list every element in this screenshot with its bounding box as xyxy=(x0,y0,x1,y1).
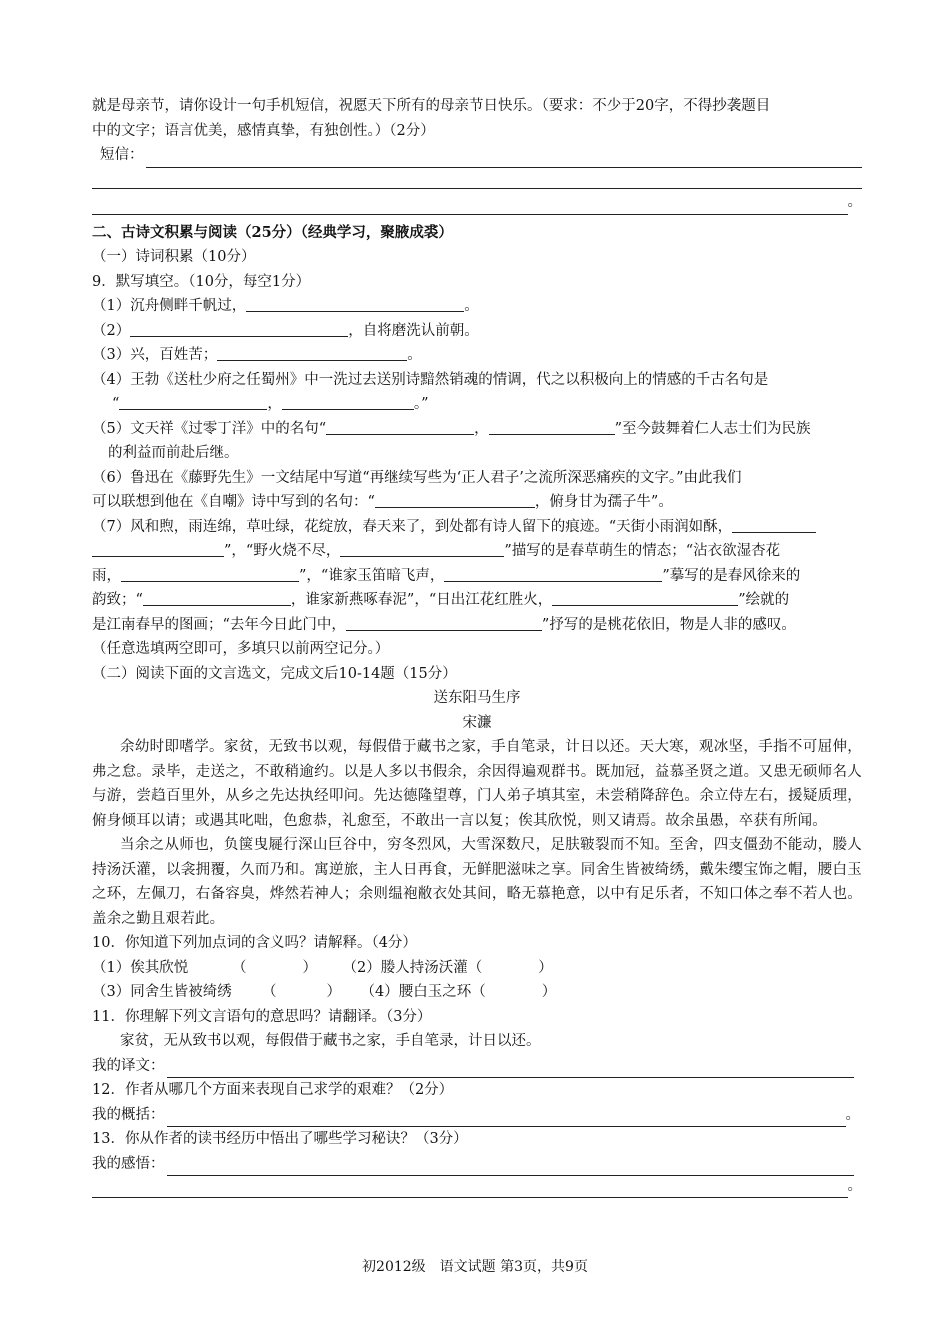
essay-paragraph-1: 余幼时即嗜学。家贫，无致书以观，每假借于藏书之家，手自笔录，计日以还。天大寒，观冰坚，手指不可屈伸，弗之怠。录毕，走送之，不敢稍逾约。以是人多以书假余，余因得遍观群书。既加冠，益慕圣贤之道。又患无硕师名人与游，尝趋百里外，从乡之先达执经叩问。先达德隆望尊，门人弟子填其室，未尝稍降辞色。余立侍左右，援疑质理，俯身倾耳以请；或遇其叱咄，色愈恭，礼愈至，不敢出一言以复；俟其欣悦，则又请焉。故余虽愚，卒获有所闻。 xyxy=(92,739,862,829)
q9-item-7-line3: 雨， ”，“谁家玉笛暗飞声， ”摹写的是春风徐来的 xyxy=(92,564,862,589)
question-12: 12．作者从哪几个方面来表现自己求学的艰难？（2分） xyxy=(92,1082,454,1098)
q9-item-4-answer: “ ， 。” xyxy=(92,392,862,417)
q9-6-blank[interactable] xyxy=(375,491,535,508)
sms-blank-line-2[interactable] xyxy=(92,168,862,189)
subsection-1-title: （一）诗词积累（10分） xyxy=(92,249,256,265)
q9-2-blank[interactable] xyxy=(130,320,348,337)
q9-7-blank-g[interactable] xyxy=(346,614,542,631)
question-9: 9．默写填空。（10分，每空1分） xyxy=(92,273,311,290)
q9-item-7: （7）风和煦，雨连绵，草吐绿，花绽放，春天来了，到处都有诗人留下的痕迹。“天街小雨润如酥， xyxy=(92,515,862,540)
q9-4-blank-a[interactable] xyxy=(119,393,267,410)
q10-1-answer[interactable] xyxy=(247,958,303,974)
question-11: 11．你理解下列文言语句的意思吗？请翻译。（3分） xyxy=(92,1008,432,1025)
q10-2-answer[interactable] xyxy=(482,958,538,974)
q9-5-blank-b[interactable] xyxy=(489,418,615,435)
q9-7-blank-a1[interactable] xyxy=(732,516,816,533)
essay-title: 送东阳马生序 xyxy=(433,690,521,706)
q9-7-blank-b[interactable] xyxy=(340,540,504,557)
q10-row-2: （3）同舍生皆被绮绣 （ ） （4）腰白玉之环（ ） xyxy=(92,984,557,1000)
q9-item-5-cont: 的利益而前赴后继。 xyxy=(108,445,239,461)
page-footer: 初2012级 语文试题 第3页，共9页 xyxy=(362,1259,588,1275)
q9-item-6-cont: 可以联想到他在《自嘲》诗中写到的名句：“ ，俯身甘为孺子牛”。 xyxy=(92,490,862,515)
q9-item-2: （2） ，自将磨洗认前朝。 xyxy=(92,319,862,344)
q13-answer-line-2[interactable]: 。 xyxy=(92,1176,862,1198)
q9-item-4: （4）王勃《送杜少府之任蜀州》中一洗过去送别诗黯然销魂的情调，代之以积极向上的情感的千古名句是 xyxy=(92,371,769,388)
q9-1-blank[interactable] xyxy=(246,295,464,312)
sms-task-line1: 就是母亲节，请你设计一句手机短信，祝愿天下所有的母亲节日快乐。（要求：不少于20字，不得抄袭题目 xyxy=(92,98,771,114)
q9-item-7-line5: 是江南春早的图画；“去年今日此门中， ”抒写的是桃花依旧，物是人非的感叹。 xyxy=(92,613,862,638)
q9-7-blank-d[interactable] xyxy=(444,565,662,582)
sms-blank-line-3[interactable]: 。 xyxy=(92,193,862,215)
q9-7-blank-f[interactable] xyxy=(552,589,738,606)
sms-task-line2: 中的文字；语言优美，感情真挚，有独创性。）（2分） xyxy=(92,122,435,139)
q10-3-answer[interactable] xyxy=(277,982,327,998)
q10-4-answer[interactable] xyxy=(486,982,542,998)
q9-7-blank-a2[interactable] xyxy=(92,540,224,557)
exam-page xyxy=(92,94,862,1198)
subsection-2-title: （二）阅读下面的文言选文，完成文后10-14题（15分） xyxy=(92,665,457,682)
q9-item-7-note: （任意选填两空即可，多填只以前两空记分。） xyxy=(92,641,390,657)
q9-item-3: （3）兴，百姓苦； 。 xyxy=(92,343,862,368)
q13-answer-line-1[interactable]: 我的感悟： xyxy=(92,1152,862,1177)
q9-item-7-line4: 韵致；“ ，谁家新燕啄春泥”，“日出江花红胜火， ”绘就的 xyxy=(92,588,862,613)
question-10: 10．你知道下列加点词的含义吗？请解释。（4分） xyxy=(92,935,417,951)
q9-3-blank[interactable] xyxy=(217,344,407,361)
essay-author: 宋濂 xyxy=(462,714,492,731)
q9-5-blank-a[interactable] xyxy=(326,418,474,435)
q11-answer-line[interactable]: 我的译文： xyxy=(92,1054,862,1079)
question-13: 13．你从作者的读书经历中悟出了哪些学习秘诀？（3分） xyxy=(92,1131,468,1147)
q9-7-blank-e[interactable] xyxy=(143,589,291,606)
q9-7-blank-c[interactable] xyxy=(121,565,299,582)
q9-item-6: （6）鲁迅在《藤野先生》一文结尾中写道“再继续写些为‘正人君子’之流所深恶痛疾的文字。”由此我们 xyxy=(92,469,742,486)
q9-4-blank-b[interactable] xyxy=(282,393,414,410)
q9-item-1: （1）沉舟侧畔千帆过， 。 xyxy=(92,294,862,319)
sms-label: 短信： xyxy=(100,147,144,163)
q12-answer-line[interactable]: 我的概括： 。 xyxy=(92,1103,862,1128)
q9-item-5: （5）文天祥《过零丁洋》中的名句“ ， ”至今鼓舞着仁人志士们为民族 xyxy=(92,417,862,442)
sms-answer-line[interactable] xyxy=(92,143,862,168)
q10-row-1: （1）俟其欣悦 （ ） （2）媵人持汤沃灌（ ） xyxy=(92,959,553,976)
q9-item-7-line2: ”，“野火烧不尽， ”描写的是春草萌生的情态；“沾衣欲湿杏花 xyxy=(92,539,862,564)
q11-source-text: 家贫，无从致书以观，每假借于藏书之家，手自笔录，计日以还。 xyxy=(120,1033,541,1049)
essay-paragraph-2: 当余之从师也，负箧曳屣行深山巨谷中，穷冬烈风，大雪深数尺，足肤皲裂而不知。至舍，四支僵劲不能动，媵人持汤沃灌，以衾拥覆，久而乃和。寓逆旅，主人日再食，无鲜肥滋味之享。同舍生皆被绮绣，戴朱缨宝饰之帽，腰白玉之环，左佩刀，右备容臭，烨然若神人；余则缊袍敝衣处其间，略无慕艳意，以中有足乐者，不知口体之奉不若人也。盖余之勤且艰若此。 xyxy=(92,837,862,927)
section-2-title: 二、古诗文积累与阅读（25分）（经典学习，聚腋成裘） xyxy=(92,223,453,241)
